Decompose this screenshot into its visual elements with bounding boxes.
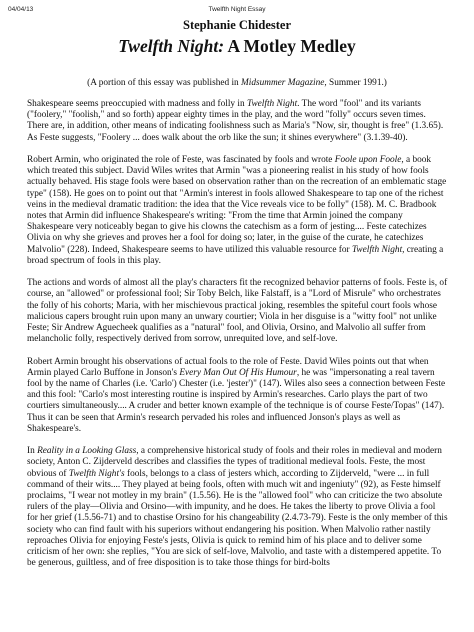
text-run: Robert Armin, who originated the role of Feste, was fascinated by fools and wrote	[27, 155, 335, 165]
italic-text-run: Foole upon Foole	[334, 155, 402, 165]
author-name: Stephanie Chidester	[183, 18, 291, 32]
essay-paragraph	[27, 357, 448, 435]
text-run: Shakespeare seems preoccupied with madness and folly in	[27, 99, 247, 109]
publication-magazine: Midsummer Magazine	[241, 78, 325, 88]
header-doc-title: Twelfth Night Essay	[208, 6, 266, 13]
text-run: , a comprehensive historical study of fools and their roles in medieval and modern society, Anton C. Zijderveld describes and classifies the types of traditional medieval fools. Feste, the most obvious of	[27, 446, 442, 479]
essay-body	[27, 99, 448, 581]
italic-text-run: Twelfth Night	[246, 99, 298, 109]
text-run: In	[27, 446, 38, 457]
essay-paragraph	[27, 99, 448, 144]
header-date: 04/04/13	[8, 6, 34, 13]
italic-text-run: Reality in a Looking Glass	[37, 446, 137, 457]
essay-paragraph	[27, 155, 448, 267]
essay-title-italic: Twelfth Night:	[118, 36, 225, 56]
page-header	[8, 6, 466, 18]
essay-title-rest: A Motley Medley	[224, 36, 356, 56]
italic-text-run: Twelfth Night's	[68, 468, 125, 479]
text-run: fools, belongs to a class of jesters which, according to Zijderveld, "were ... in full command of their wits.... They played at being fools, often with much wit and ingeniuty" (92), as Feste himself proclaims, "I wear not motley in my brain" (1.5.56). He is the "allowed fool" who can criticize the two absolute rulers of the play—Olivia and Orsino—with impunity, and he does. He takes the liberty to prove Olivia a fool for her grief (1.5.56-71) and to chastise Orsino for his changeability (2.4.73-79). Feste is the only member of this society who can find fault with his superiors without endangering his position. When Malvolio rather nastily reproaches Olivia for enjoying Feste's jests, Olivia is quick to remind him of his place and to deliver some criticism of her own: she replies, "You are sick of self-love, Malvolio, and taste with a distempered appetite. To be generous, guiltless, and of free disposition is to take those things for bird-bolts	[27, 468, 448, 569]
publication-note-before: (A portion of this essay was published in	[87, 78, 241, 88]
text-run: The actions and words of almost all the play's characters fit the recognized behavior patterns of fools. Feste is, of course, an "allowed" or professional fool; Sir Toby Belch, like Falstaff, is a "Lord of Misrule" who orchestrates the folly of his cohorts; Maria, with her mischievous practical joking, resembles the spiteful court fools whose malicious capers brought ruin upon many an unwary courtier; Viola in her disguise is a "witty fool" not unlike Feste; Sir Andrew Aguecheek qualifies as a "natural" fool, and Olivia, Orsino, and Malvolio all suffer from melancholic folly, respectively derived from sorrow, unrequited love, and self-love.	[27, 278, 448, 345]
text-run: , he was "impersonating a real tavern fool by the name of Charles (i.e. 'Carlo') Chester (i.e. 'jester')" (147). Wiles also sees a connection between Feste and this fool: "Carlo's most interesting routine is inspired by Armin's researches. Carlo plays the part of two courtiers simultaneously.... A cruder and better known example of the technique is of course Feste/Topas" (147). Thus it can be seen that Armin's research pervaded his roles and influenced Jonson's plays as well as Shakespeare's.	[27, 367, 446, 434]
text-run: . The word "fool" and its variants ("foolery," "foolish," and so forth) appear eighty times in the play, and the word "folly" occurs seven times. There are, in addition, other means of indicating foolishness such as Maria's "Now, sir, thought is free" (1.3.65). As Feste suggests, "Foolery ... does walk about the orb like the sun; it shines everywhere" (3.1.39-40).	[27, 99, 444, 143]
essay-title	[0, 36, 474, 57]
publication-note	[0, 78, 474, 88]
italic-text-run: Every Man Out Of His Humour	[179, 367, 297, 378]
essay-paragraph	[27, 446, 448, 569]
text-run: Robert Armin brought his observations of actual fools to the role of Feste. David Wiles points out that when Armin played Carlo Buffone in Jonson's	[27, 356, 429, 378]
text-run: , creating a broad spectrum of fools in this play.	[27, 244, 444, 266]
essay-paragraph	[27, 278, 448, 345]
italic-text-run: Twelfth Night	[351, 244, 403, 255]
text-run: , a book which treated this subject. David Wiles writes that Armin "was a pioneering realist in his study of how fools actually behaved. His stage fools were based on observation rather than on the recreation of an emblematic stage type" (158). He goes on to point out that "Armin's interest in fools allowed Shakespeare to tap one of the richest veins in the medieval dramatic tradition: the idea that the Vice reveals vice to be folly" (158). M. C. Bradbook notes that Armin did influence Shakespeare's writing: "From the time that Armin joined the company Shakespeare very noticeably began to give his clowns the catechism as a form of jesting.... Feste catechizes Olivia on why she grieves and proves her a fool for doing so; later, in the guise of the curate, he catechizes Malvolio" (228). Indeed, Shakespeare seems to have utilized this valuable resource for	[27, 155, 447, 255]
publication-note-after: , Summer 1991.)	[324, 78, 387, 88]
